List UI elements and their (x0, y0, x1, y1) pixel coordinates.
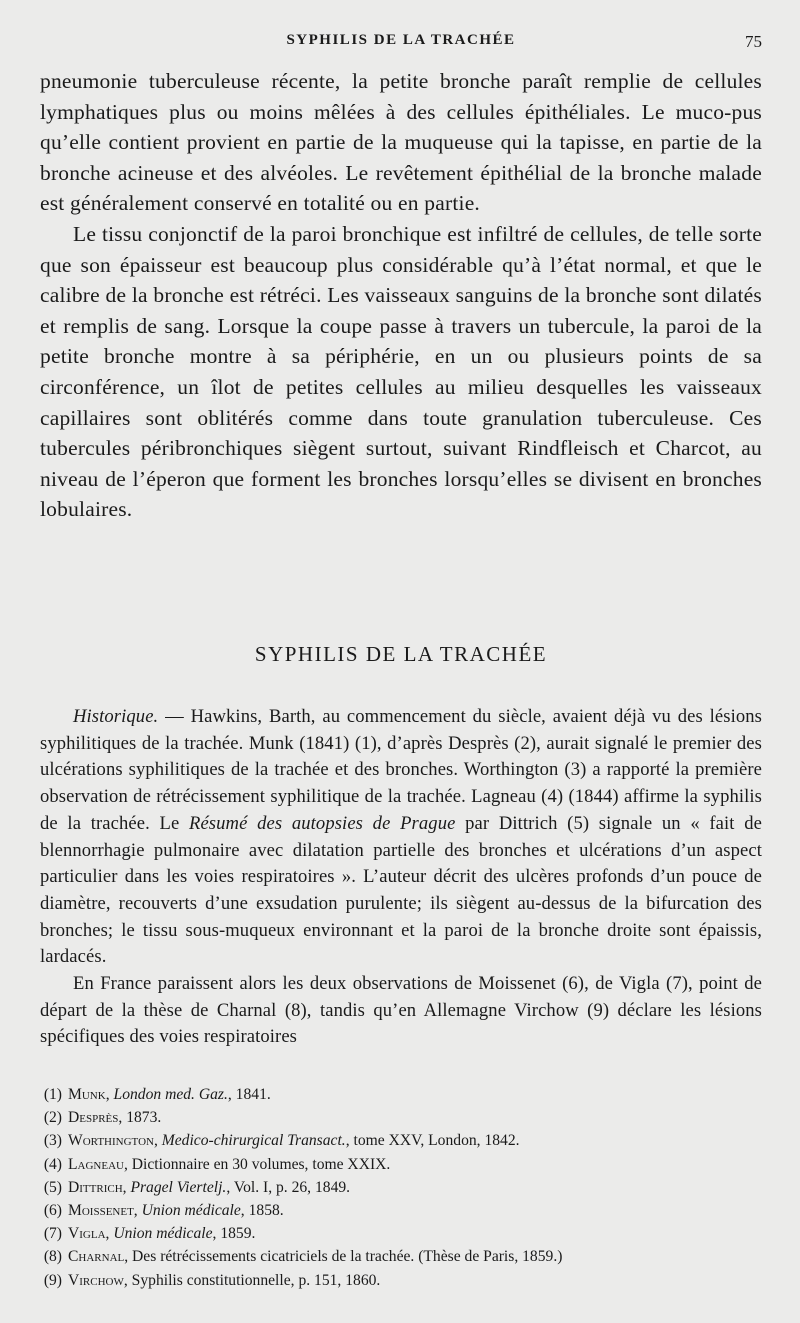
footnote-rest: , 1858. (240, 1202, 284, 1220)
footnote (40, 1222, 762, 1245)
footnote (40, 1153, 762, 1176)
historique-text-b: par Dittrich (5) signale un « fait de blennorrhagie pulmonaire avec dilatation partielle des bronches et ulcérations d’un aspect particulier dans les voies respiratoires ». L’auteur décrit des ulcères profonds d’un pouce de diamètre, recouverts d’une exsudation purulente; ils siègent au-dessus de la bifurcation des bronches; le tissu sous-muqueux environnant et la paroi de la bronche droite sont épaissis, lardacés. (40, 812, 762, 968)
footnote-rest: , Vol. I, p. 26, 1849. (226, 1178, 351, 1196)
historique-section (40, 704, 762, 1051)
footnote-number: (7) (43, 1225, 62, 1243)
page-header (40, 32, 762, 56)
footnote-work: Medico-chirurgical Transact. (161, 1132, 346, 1150)
footnote-author: Lagneau, (68, 1155, 128, 1173)
footnote-rest: , 1859. (212, 1225, 256, 1243)
historique-label: Historique. (73, 706, 159, 727)
footnote (40, 1199, 762, 1222)
footnote-number: (3) (43, 1132, 62, 1150)
footnote-work: London med. Gaz. (113, 1086, 228, 1103)
footnote (40, 1083, 762, 1106)
footnote-number: (8) (43, 1248, 62, 1266)
footnote-number: (5) (43, 1178, 62, 1196)
footnote (40, 1269, 762, 1292)
paragraph-continuation: pneumonie tuberculeuse récente, la petite bronche paraît remplie de cellules lymphatiques plus ou moins mêlées à des cellules épithéliales. Le muco-pus qu’elle contient provient en partie de la muqueuse qui la tapisse, en partie de la bronche acineuse et des alvéoles. Le revêtement épithélial de la bronche malade est généralement conservé en totalité ou en partie. (40, 69, 762, 216)
footnote-work: Pragel Viertelj. (130, 1178, 227, 1196)
footnote-rest: 1873. (122, 1109, 162, 1127)
footnote-rest: Des rétrécissements cicatriciels de la trachée. (Thèse de Paris, 1859.) (128, 1248, 563, 1266)
footnote-rest: Syphilis constitutionnelle, p. 151, 1860. (127, 1271, 381, 1289)
footnote-number: (9) (43, 1271, 62, 1289)
footnote-rest: , 1841. (227, 1086, 271, 1103)
footnote (40, 1176, 762, 1199)
footnote (40, 1245, 762, 1268)
footnote-rest: , tome XXV, London, 1842. (345, 1132, 520, 1150)
footnote-number: (1) (43, 1086, 62, 1103)
footnote-number: (4) (43, 1155, 62, 1173)
page-number: 75 (745, 32, 762, 51)
footnote-author: Moissenet, (68, 1202, 138, 1220)
footnote-number: (6) (43, 1202, 62, 1220)
footnote-author: Vigla, (68, 1225, 110, 1243)
main-text-section (40, 66, 762, 525)
footnote (40, 1129, 762, 1152)
footnote (40, 1106, 762, 1129)
footnote-author: Dittrich, (68, 1178, 127, 1196)
footnote-author: Worthington, (68, 1132, 158, 1150)
footnote-author: Munk, (68, 1086, 110, 1103)
footnote-author: Charnal, (68, 1248, 129, 1266)
historique-text-a: — Hawkins, Barth, au commencement du siècle, avaient déjà vu des lésions syphilitiques de la trachée. Munk (1841) (1), d’après Desprès (2), aurait signalé le premier des ulcérations syphilitiques de la trachée et des bronches. Worthington (3) a rapporté la première observation de rétrécissement syphilitique de la trachée. Lagneau (4) (1844) affirme la syphilis de la trachée. Le (40, 706, 762, 834)
footnote-work: Union médicale (113, 1225, 213, 1243)
footnotes (40, 1083, 762, 1292)
footnote-rest: Dictionnaire en 30 volumes, tome XXIX. (127, 1155, 391, 1173)
running-title: SYPHILIS DE LA TRACHÉE (286, 32, 516, 48)
historique-work-title: Résumé des autopsies de Prague (189, 812, 456, 834)
footnote-author: Virchow, (68, 1271, 128, 1289)
paragraph-historique (40, 704, 762, 971)
footnote-author: Desprès, (68, 1109, 123, 1127)
footnote-number: (2) (43, 1109, 62, 1127)
footnote-work: Union médicale (141, 1202, 241, 1220)
section-heading: SYPHILIS DE LA TRACHÉE (254, 642, 548, 666)
paragraph-en-france: En France paraissent alors les deux observations de Moissenet (6), de Vigla (7), point de départ de la thèse de Charnal (8), tandis qu’en Allemagne Virchow (9) déclare les lésions spécifiques des voies respiratoires (40, 973, 762, 1048)
paragraph-tissu-conjonctif: Le tissu conjonctif de la paroi bronchique est infiltré de cellules, de telle sorte que son épaisseur est beaucoup plus considérable qu’à l’état normal, et que le calibre de la bronche est rétréci. Les vaisseaux sanguins de la bronche sont dilatés et remplis de sang. Lorsque la coupe passe à travers un tubercule, la paroi de la petite bronche montre à sa périphérie, en un ou plusieurs points de sa circonférence, un îlot de petites cellules au milieu desquelles les vaisseaux capillaires sont oblitérés comme dans toute granulation tuberculeuse. Ces tubercules péribronchiques siègent surtout, suivant Rindfleisch et Charcot, au niveau de l’éperon que forment les bronches lorsqu’elles se divisent en bronches lobulaires. (40, 221, 762, 522)
